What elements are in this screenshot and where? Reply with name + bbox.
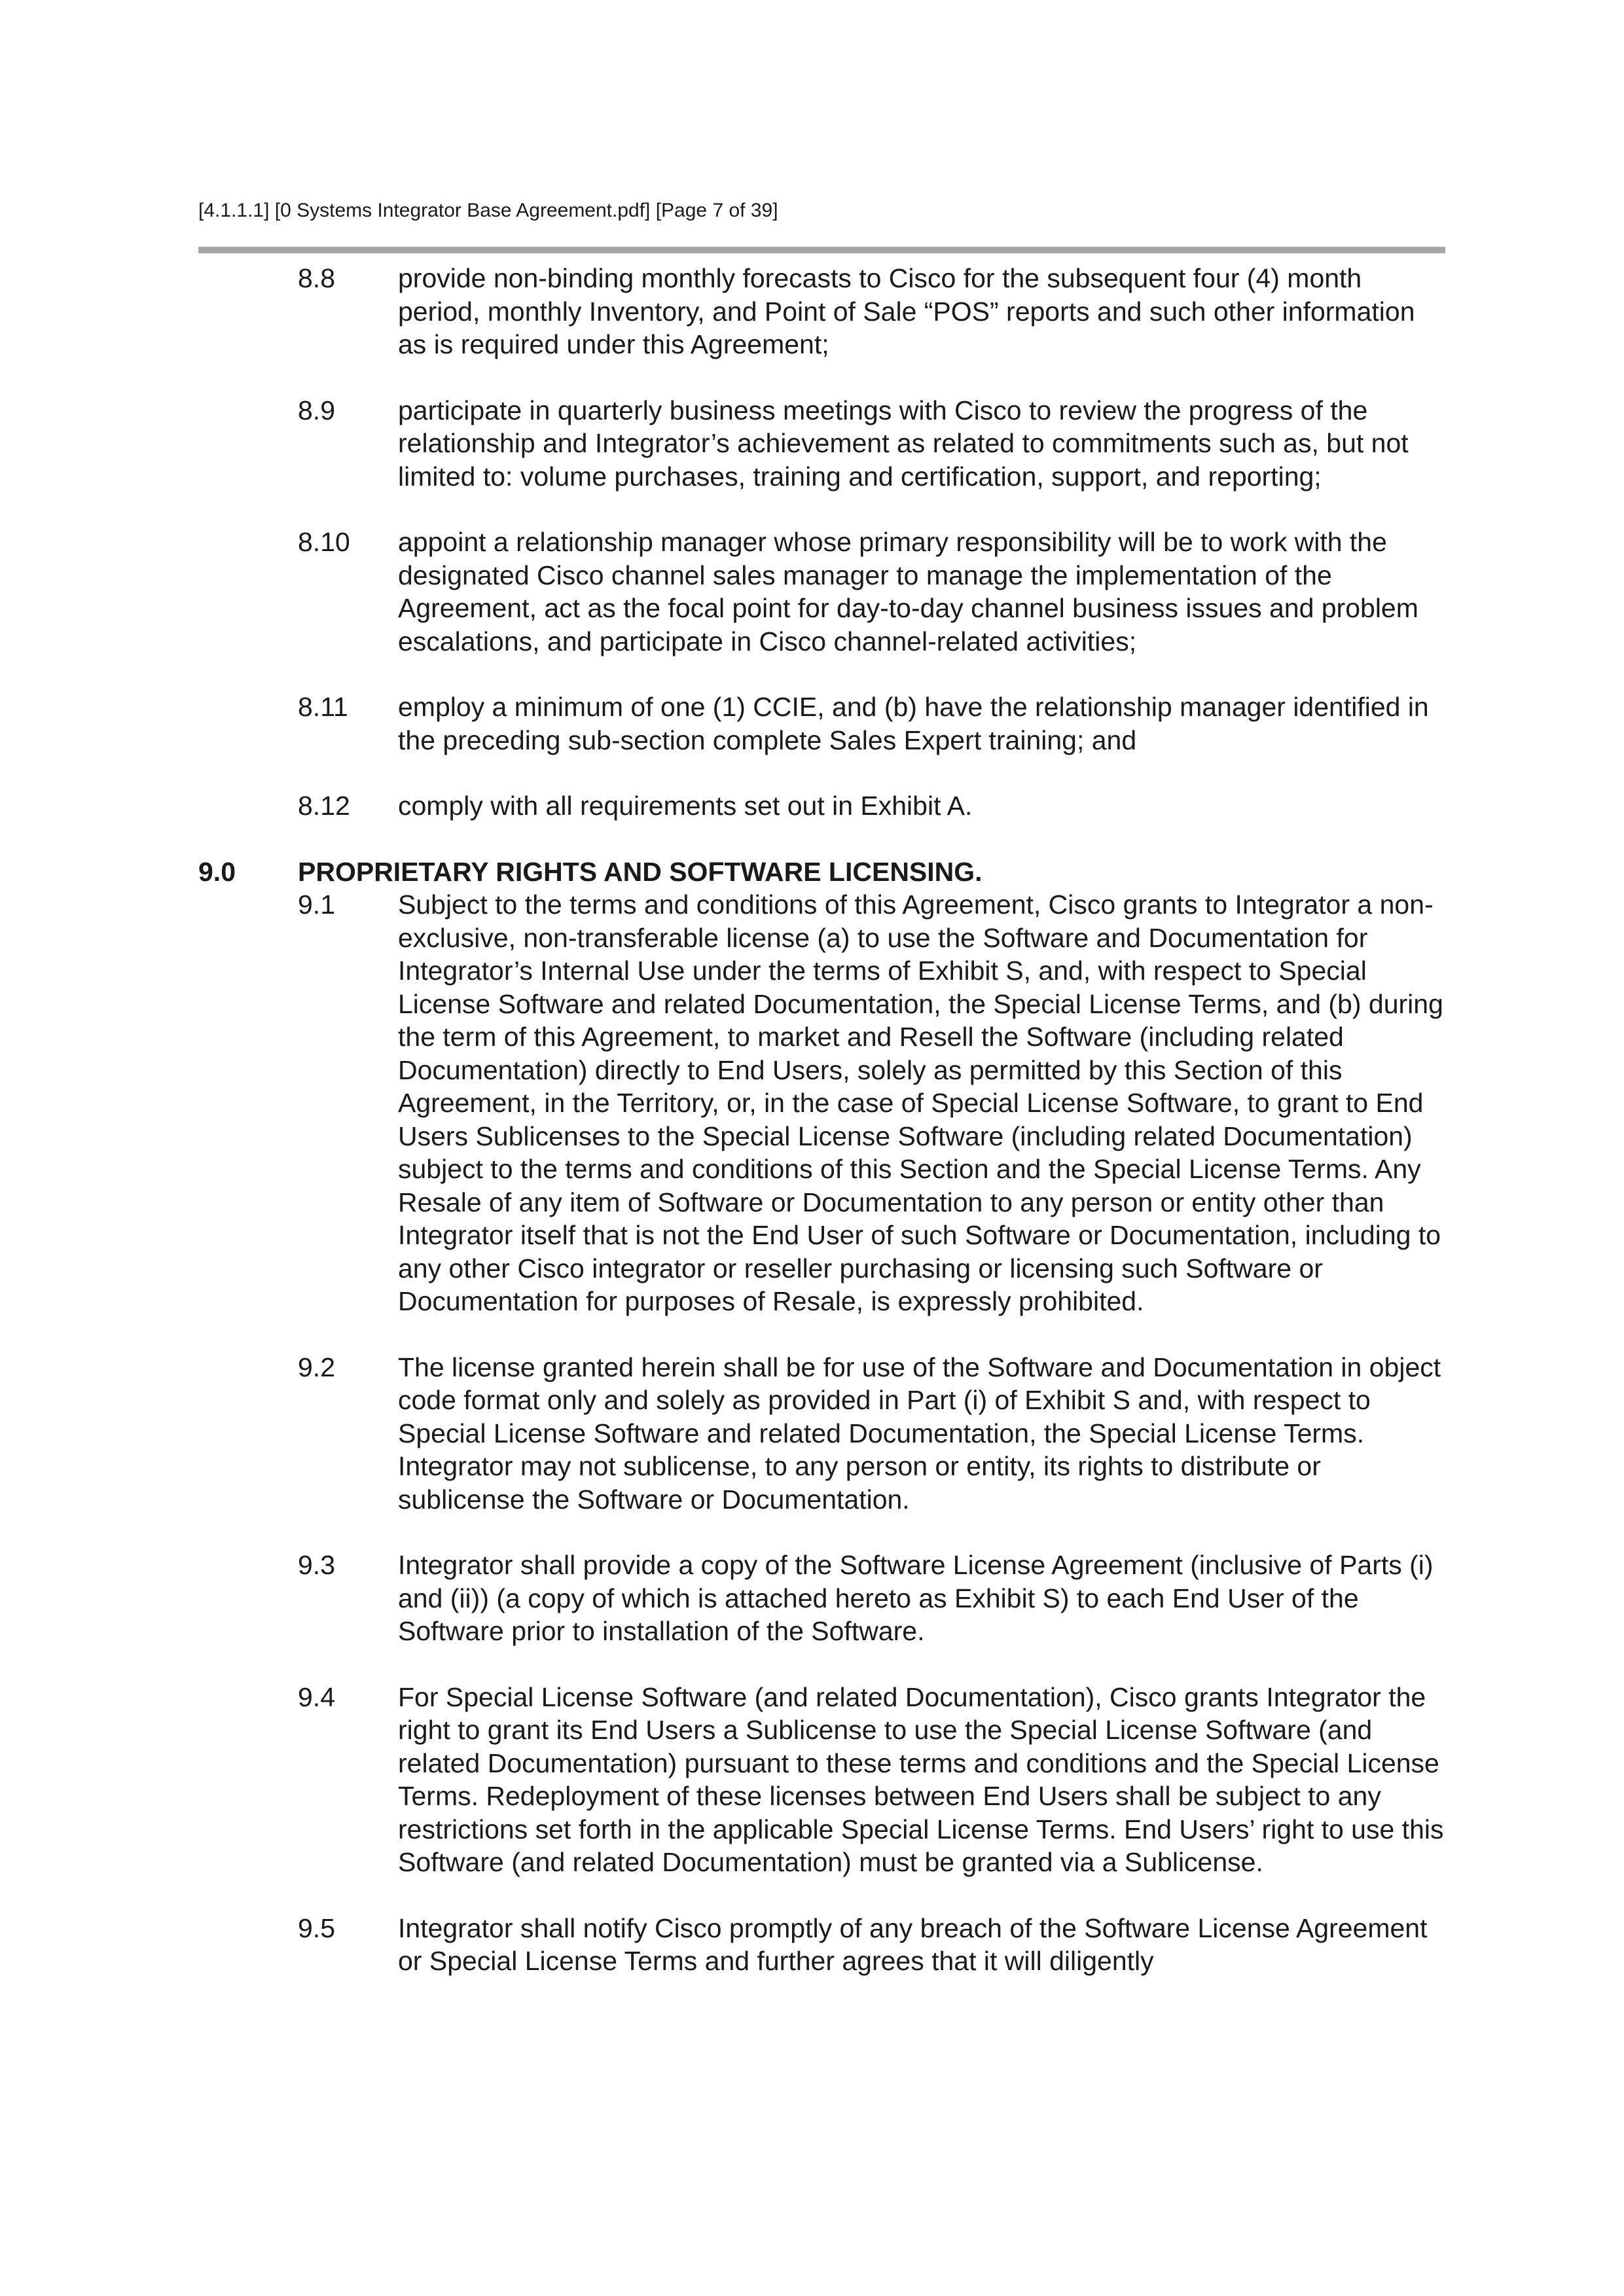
clause-number: 8.8	[298, 263, 335, 293]
clause-text: Subject to the terms and conditions of this Agreement, Cisco grants to Integrator a non-exclusive, non-transferable license (a) to use the Software and Documentation for Integrator’s Internal Use under the terms of Exhibit S, and, with respect to Special License Software and related Documentation, the Special License Terms, and (b) during the term of this Agreement, to market and Resell the Software (including related Documentation) directly to End Users, solely as permitted by this Section of this Agreement, in the Territory, or, in the case of Special License Software, to grant to End Users Sublicenses to the Special License Software (including related Documentation) subject to the terms and conditions of this Section and the Special License Terms. Any Resale of any item of Software or Documentation to any person or entity other than Integrator itself that is not the End User of such Software or Documentation, including to any other Cisco integrator or reseller purchasing or licensing such Software or Documentation for purposes of Resale, is expressly prohibited.	[398, 889, 1443, 1316]
clause-9-5	[198, 1912, 1445, 1978]
section-number: 9.0	[198, 856, 236, 887]
clause-8-11	[198, 691, 1445, 757]
clause-text: Integrator shall notify Cisco promptly of any breach of the Software License Agreement or Special License Terms and further agrees that it will diligently	[398, 1912, 1428, 1976]
clause-text: participate in quarterly business meetings with Cisco to review the progress of the relationship and Integrator’s achievement as related to commitments such as, but not limited to: volume purchases, training and certification, support, and reporting;	[398, 395, 1409, 492]
clause-number: 9.4	[298, 1681, 335, 1712]
clause-number: 9.3	[298, 1550, 335, 1580]
clause-number: 8.12	[298, 791, 350, 821]
clause-text: provide non-binding monthly forecasts to Cisco for the subsequent four (4) month period, monthly Inventory, and Point of Sale “POS” reports and such other information as is required under this Agreement;	[398, 263, 1415, 359]
clause-9-4	[198, 1681, 1445, 1879]
header-rule	[198, 247, 1445, 253]
clause-8-8	[198, 262, 1445, 361]
clause-number: 9.1	[298, 889, 335, 920]
clause-text: For Special License Software (and related Documentation), Cisco grants Integrator the right to grant its End Users a Sublicense to use the Special License Software (and related Documentation) pursuant to these terms and conditions and the Special License Terms. Redeployment of these licenses between End Users shall be subject to any restrictions set forth in the applicable Special License Terms. End Users’ right to use this Software (and related Documentation) must be granted via a Sublicense.	[398, 1681, 1444, 1877]
clause-text: Integrator shall provide a copy of the Software License Agreement (inclusive of Parts (i) and (ii)) (a copy of which is attached hereto as Exhibit S) to each End User of the Software prior to installation of the Software.	[398, 1550, 1434, 1646]
clause-8-9	[198, 394, 1445, 493]
clause-text: appoint a relationship manager whose primary responsibility will be to work with the designated Cisco channel sales manager to manage the implementation of the Agreement, act as the focal point for day-to-day channel business issues and problem escalations, and participate in Cisco channel-related activities;	[398, 527, 1418, 656]
clause-number: 9.5	[298, 1912, 335, 1943]
clause-number: 8.11	[298, 692, 348, 722]
document-body	[198, 262, 1445, 2011]
clause-text: employ a minimum of one (1) CCIE, and (b) have the relationship manager identified in the preceding sub-section complete Sales Expert training; and	[398, 692, 1429, 755]
clause-8-10	[198, 526, 1445, 658]
document-header: [4.1.1.1] [0 Systems Integrator Base Agreement.pdf] [Page 7 of 39]	[198, 200, 778, 221]
clause-text: The license granted herein shall be for use of the Software and Documentation in object code format only and solely as provided in Part (i) of Exhibit S and, with respect to Special License Software and related Documentation, the Special License Terms. Integrator may not sublicense, to any person or entity, its rights to distribute or sublicense the Software or Documentation.	[398, 1352, 1441, 1515]
clause-9-1	[198, 888, 1445, 1318]
section-heading-9	[198, 855, 1445, 889]
clause-number: 9.2	[298, 1352, 335, 1382]
clause-text: comply with all requirements set out in Exhibit A.	[398, 791, 973, 821]
section-title: PROPRIETARY RIGHTS AND SOFTWARE LICENSING.	[298, 856, 983, 887]
clause-number: 8.10	[298, 527, 350, 557]
clause-8-12	[198, 789, 1445, 823]
clause-9-2	[198, 1351, 1445, 1516]
clause-number: 8.9	[298, 395, 335, 425]
clause-9-3	[198, 1549, 1445, 1648]
